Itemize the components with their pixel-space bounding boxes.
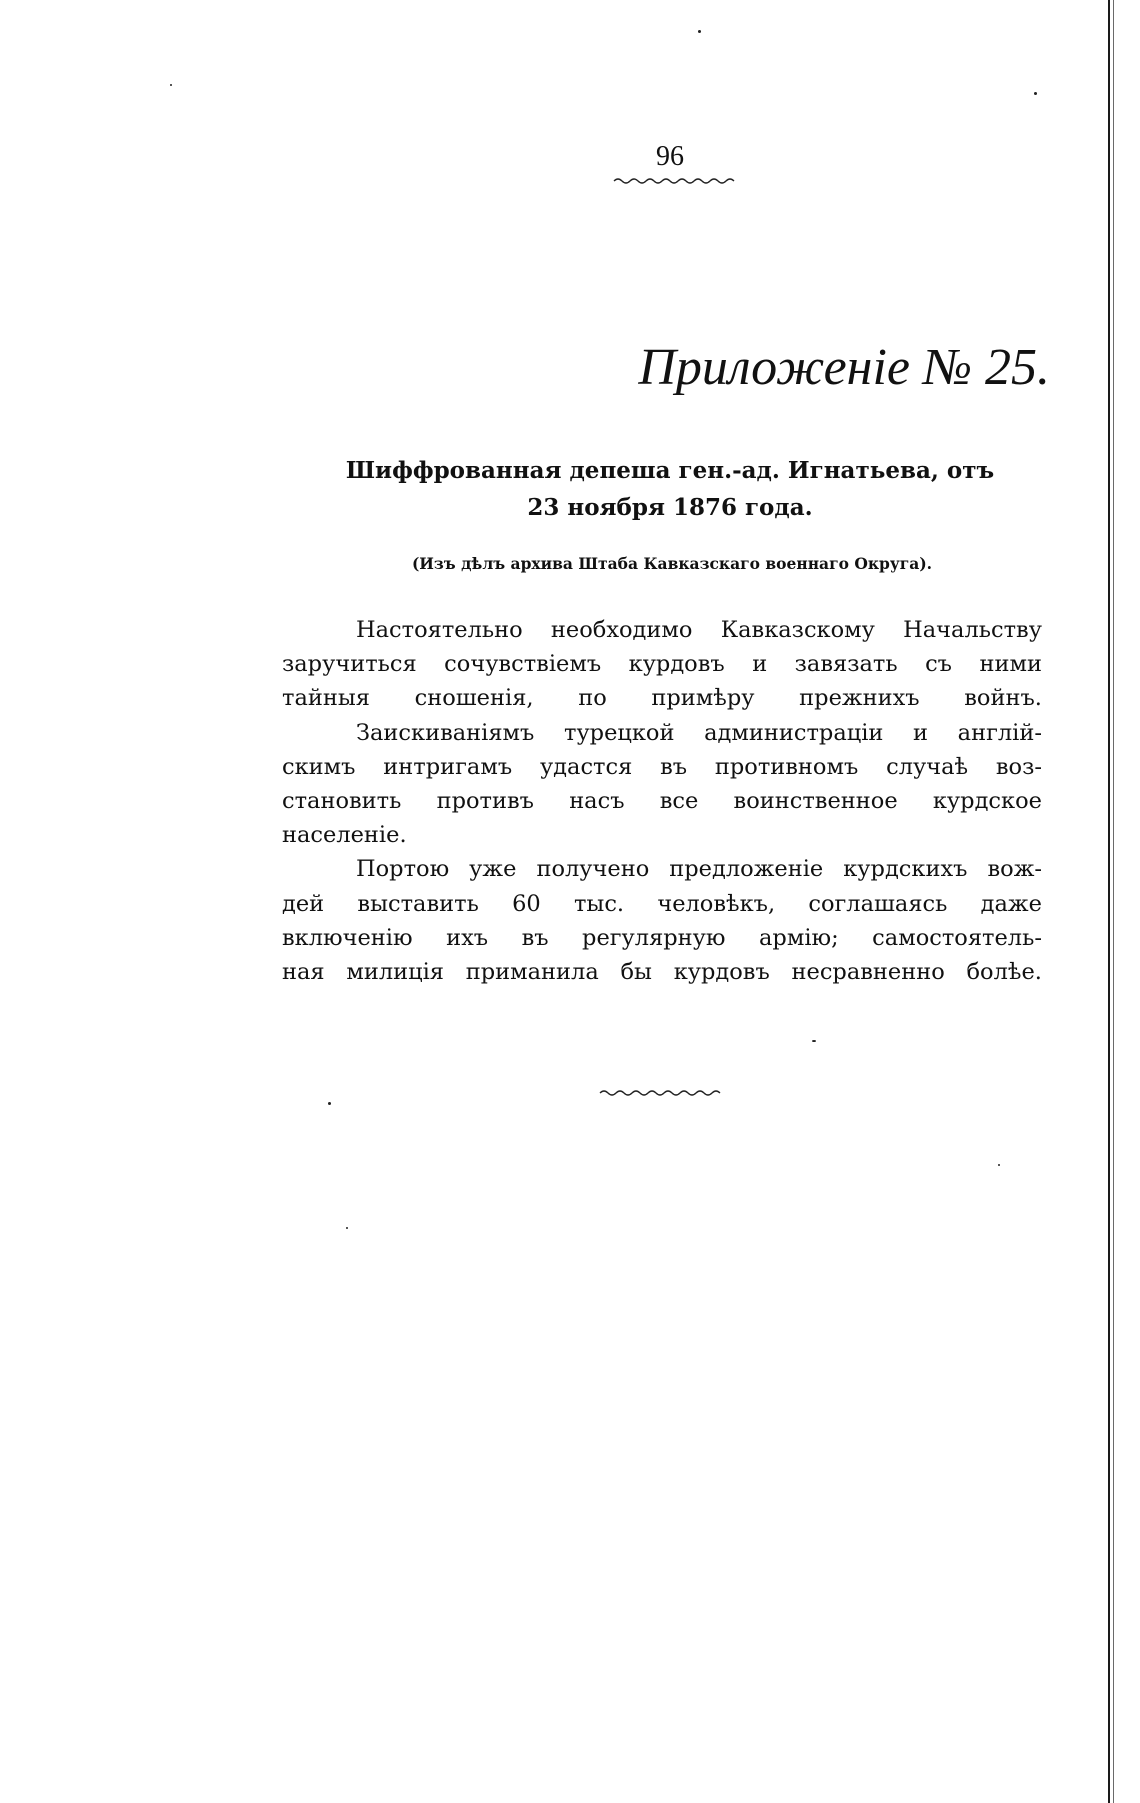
word: завязать (794, 651, 898, 678)
word: регулярную (582, 924, 726, 951)
text-line (282, 681, 1042, 715)
text-line (282, 921, 1042, 955)
word: курдовъ (673, 958, 770, 985)
text-line (282, 887, 1042, 921)
word: Настоятельно (356, 617, 523, 643)
word: насъ (569, 787, 625, 814)
word: войнъ. (964, 685, 1042, 712)
word: Кавказскому (720, 617, 875, 643)
word: воинственное (733, 787, 898, 814)
dispatch-body (282, 613, 1042, 989)
word: Заискиваніямъ (356, 719, 535, 746)
word: курдское (932, 787, 1042, 814)
word: и (752, 651, 768, 678)
word: все (659, 787, 699, 814)
wavy-rule-bottom (598, 1088, 726, 1098)
binding-edge-line (1108, 0, 1110, 1803)
word: человѣкъ, (657, 890, 776, 917)
word: сочувствіемъ (444, 651, 602, 678)
word: дей (282, 890, 325, 917)
text-line (282, 716, 1042, 750)
scan-speck (1034, 92, 1037, 95)
text-line (282, 647, 1042, 681)
word: администраціи (704, 719, 884, 746)
text-line (282, 955, 1042, 989)
word: уже (469, 856, 517, 883)
word: тыс. (573, 890, 625, 917)
word: получено (536, 856, 650, 883)
word: 60 (512, 890, 541, 917)
word: бы (620, 958, 652, 985)
word: съ (925, 651, 952, 678)
wavy-rule-top (612, 176, 736, 186)
word: соглашаясь (808, 890, 948, 917)
word: даже (980, 890, 1042, 917)
scan-speck (698, 30, 701, 33)
binding-edge-shadow (1113, 0, 1114, 1803)
word: интригамъ (383, 753, 513, 780)
word: случаѣ (886, 753, 969, 780)
scan-speck (328, 1102, 331, 1105)
page-number: 96 (656, 141, 684, 172)
archive-source-note: (Изъ дѣлъ архива Штаба Кавказскаго военнаго Округа). (411, 554, 933, 573)
word: курдскихъ (843, 856, 968, 883)
word: приманила (465, 958, 599, 985)
word: турецкой (564, 719, 675, 746)
word: противъ (436, 787, 534, 814)
word: необходимо (550, 617, 693, 643)
word: воз- (995, 753, 1042, 780)
scan-speck (170, 84, 172, 86)
word: въ (660, 753, 688, 780)
word: ихъ (446, 924, 489, 951)
document-heading (300, 452, 1040, 526)
scan-speck (346, 1227, 348, 1229)
scan-speck (998, 1164, 1000, 1166)
word: по (578, 685, 607, 712)
word: становить (282, 787, 402, 814)
paragraph (282, 852, 1042, 989)
word: Портою (356, 856, 450, 883)
word: тайныя (282, 685, 370, 712)
word: Начальству (903, 617, 1042, 643)
word: курдовъ (628, 651, 725, 678)
word: выставить (357, 890, 479, 917)
heading-line: Шиффрованная депеша ген.-ад. Игнатьева, отъ (345, 457, 995, 484)
word: въ (521, 924, 549, 951)
text-line (282, 784, 1042, 818)
text-line (282, 750, 1042, 784)
text-line (282, 818, 1042, 852)
paragraph (282, 716, 1042, 853)
paragraph (282, 613, 1042, 716)
word: населеніе. (282, 822, 407, 849)
word: противномъ (714, 753, 859, 780)
word: болѣе. (966, 958, 1042, 985)
text-line (282, 613, 1042, 647)
word: вож- (987, 856, 1042, 883)
appendix-title: Приложеніе № 25. (638, 339, 1050, 396)
word: предложеніе (669, 856, 824, 883)
heading-line: 23 ноября 1876 года. (527, 494, 813, 521)
word: ная (282, 958, 325, 985)
scan-speck (812, 1040, 816, 1042)
word: заручиться (282, 651, 417, 678)
word: милиція (346, 958, 444, 985)
word: примѣру (651, 685, 755, 712)
word: сношенія, (414, 685, 534, 712)
word: удастся (539, 753, 633, 780)
word: ними (979, 651, 1042, 678)
word: армію; (759, 924, 839, 951)
text-line (282, 852, 1042, 886)
word: англій- (957, 719, 1042, 746)
word: включенію (282, 924, 413, 951)
word: несравненно (791, 958, 945, 985)
word: и (913, 719, 929, 746)
word: прежнихъ (799, 685, 920, 712)
word: скимъ (282, 753, 356, 780)
word: самостоятель- (872, 924, 1042, 951)
